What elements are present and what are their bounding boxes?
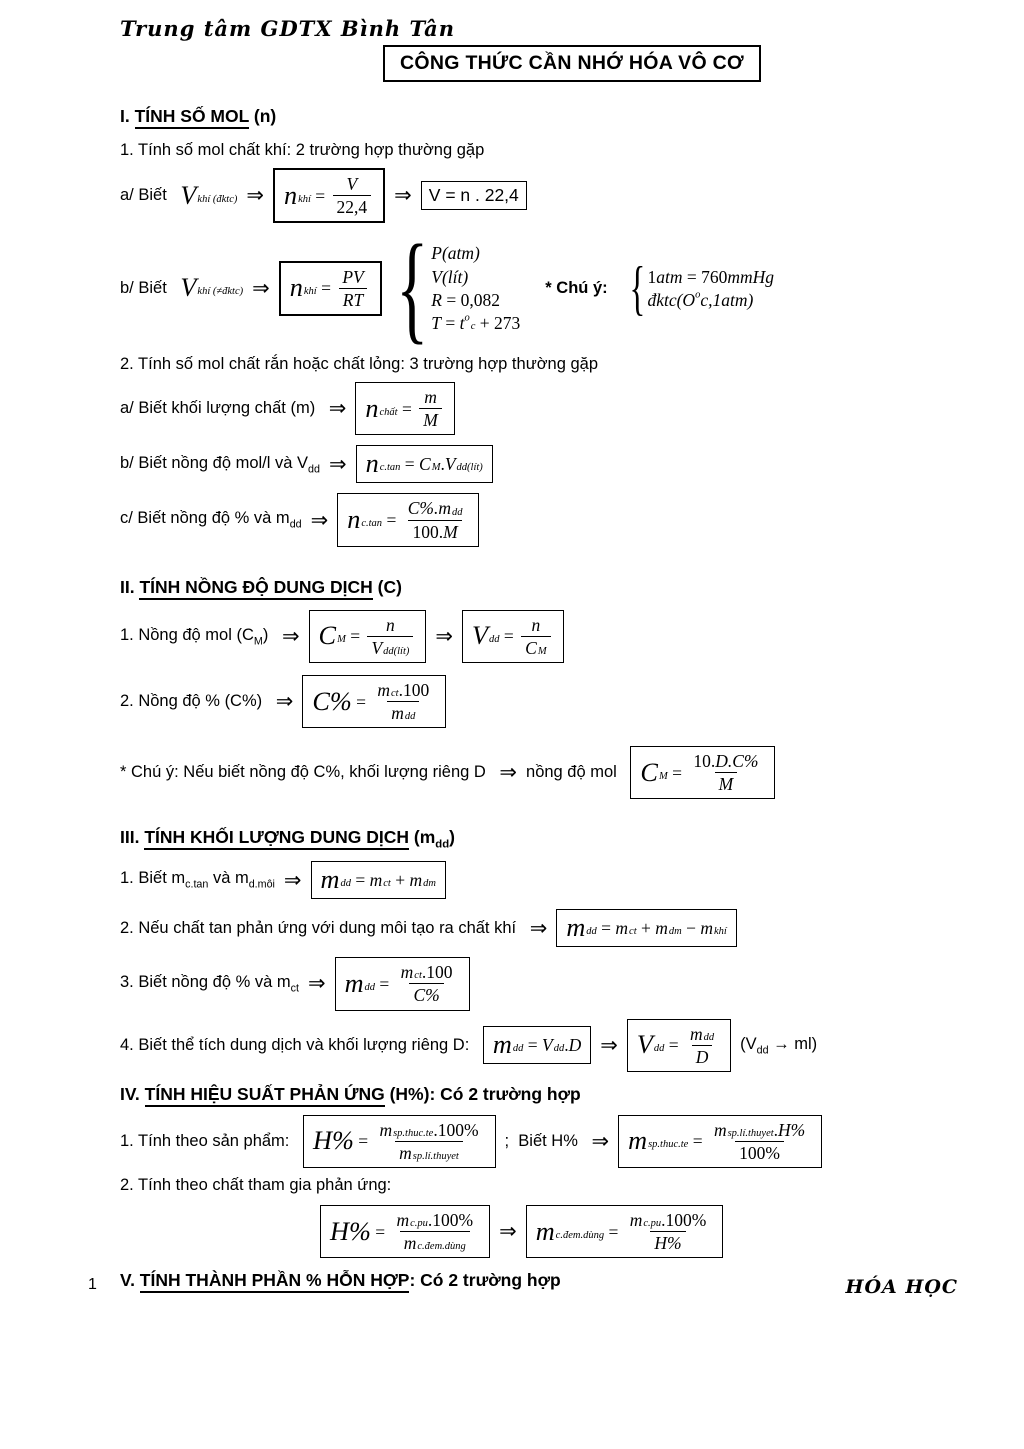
var-t-kelvin: T = t o c + 273 [431,312,521,333]
solid-b-label [120,454,320,475]
var-v-lit: V(lít) [431,266,469,287]
yield1-label: 1. Tính theo sản phẩm: [120,1131,294,1150]
implies-arrow-icon: ⇒ [310,508,329,532]
gas-intro-text: 1. Tính số mol chất khí: 2 trường hợp thường gặp [120,141,485,159]
implies-arrow-icon: ⇒ [252,276,270,300]
section-3-heading [120,827,966,851]
row-yield-2-formulas [320,1205,966,1258]
row-molarity [120,610,966,663]
formula-mdd-sum: m dd = m ct + m dm [311,861,446,899]
implies-arrow-icon: ⇒ [591,1129,610,1153]
section-2-title: TÍNH NỒNG ĐỘ DUNG DỊCH [139,577,372,600]
molarity-post: ) [262,625,273,644]
formula-h-product: H% = m sp.thuc.te .100% m sp.lí.thuyet [303,1115,496,1168]
page-title: CÔNG THỨC CẦN NHỚ HÓA VÔ CƠ [383,45,761,82]
section-2-heading [120,577,966,598]
formula-mdd-minus-gas: m dd = m ct + m dm − m khí [556,909,737,947]
note-label: * Chú ý: [545,278,608,297]
row-solid-case-b [120,445,966,483]
solid-intro-text: 2. Tính số mol chất rắn hoặc chất lỏng: 3 trường hợp thường gặp [120,355,599,374]
formula-v-n-cm: V dd = n C M [462,610,564,663]
formula-cpct: C% = m ct .100 m dd [302,675,446,728]
row-gas-intro [120,141,966,160]
row-density-note [120,746,966,799]
row-solid-case-a [120,382,966,435]
section-1-number: I. [120,106,135,126]
section-3-number: III. [120,827,145,848]
row-mdd-2 [120,909,966,947]
note-atm-mmhg: 1 atm = 760 mmHg [647,266,774,287]
subject-name: HÓA HỌC [845,1276,958,1298]
var-p-atm: P(atm) [431,243,480,264]
mdd1-label [120,869,275,890]
section-3-suffix-pre: (m [409,827,436,848]
section-2-suffix: (C) [372,576,402,597]
formula-cm-n-v: C M = n V dd(lít) [309,610,427,663]
formula-mdd-mct100: m dd = m ct .100 C% [335,957,470,1010]
implies-arrow-icon: ⇒ [529,916,548,940]
formula-h-reactant: H% = m c.pu .100% m c.đem.dùng [320,1205,490,1258]
molarity-pre: 1. Nồng độ mol (C [120,625,254,644]
molarity-label [120,626,273,647]
section-5-suffix: : Có 2 trường hợp [409,1270,561,1291]
row-mdd-1 [120,861,966,899]
page-number: 1 [88,1276,97,1293]
implies-arrow-icon: ⇒ [499,1220,517,1244]
mdd4-tail-post: → ml) [768,1034,818,1053]
implies-arrow-icon: ⇒ [328,452,347,476]
volume-stp-symbol: V khí (đktc) [180,180,238,210]
solid-c-pre: c/ Biết nồng độ % và m [120,509,290,528]
formula-mdemdung: m c.đem.dùng = m c.pu .100% H% [526,1205,724,1258]
mdd3-sub: ct [290,982,299,995]
formula-n-pv-rt: n khí = $\frac{PV}{RT}$ [279,261,382,316]
formula-mdd-vd: m dd = V dd . D [483,1026,591,1064]
curly-brace-icon: { [395,220,429,356]
mdd4-label: 4. Biết thể tích dung dịch và khối lượng riêng D: [120,1035,474,1054]
implies-arrow-icon: ⇒ [246,184,264,208]
case-b-label: b/ Biết [120,278,172,297]
mdd1-mid: và m [208,869,249,888]
section-1-suffix: (n) [249,106,277,126]
formula-cm-10dc: C M = 10. D.C% M [630,746,775,799]
row-percent [120,675,966,728]
note-lines [647,267,774,310]
var-r-value: R = 0,082 [431,289,500,310]
section-1-title: TÍNH SỐ MOL [135,106,249,129]
case-a-label: a/ Biết [120,186,172,205]
page-footer [88,1276,958,1298]
mdd1-sub1: c.tan [185,878,209,891]
implies-arrow-icon: ⇒ [394,184,412,208]
implies-arrow-icon: ⇒ [499,761,518,785]
section-4-heading [120,1084,966,1105]
mdd4-tail-sub: dd [756,1043,769,1056]
school-name: Trung tâm GDTX Bình Tân [120,16,455,41]
mdd3-label [120,973,299,994]
section-4-title: TÍNH HIỆU SUẤT PHẢN ỨNG [145,1084,385,1107]
mdd1-sub2: d.môi [248,878,275,891]
row-yield-2-label [120,1176,966,1195]
formula-n-cpct-mdd: n c.tan = C%.m dd 100. M [337,493,479,546]
yield2-label: 2. Tính theo chất tham gia phản ứng: [120,1176,392,1195]
yield1-mid: ; Biết H% [504,1131,583,1150]
row-solid-intro [120,355,966,374]
gas-variables-group [391,220,521,356]
implies-arrow-icon: ⇒ [328,397,347,421]
solid-c-sub: dd [289,518,302,531]
implies-arrow-icon: ⇒ [600,1033,618,1057]
section-4-number: IV. [120,1083,145,1104]
formula-msp-thucte: m sp.thuc.te = m sp.lí.thuyet . H% 100% [618,1115,822,1168]
row-gas-case-a [120,168,966,223]
mdd3-pre: 3. Biết nồng độ % và m [120,973,291,992]
section-2-number: II. [120,576,140,597]
mdd4-tail [740,1035,817,1056]
solid-b-pre: b/ Biết nồng độ mol/l và V [120,453,309,472]
row-solid-case-c [120,493,966,546]
section-3-suffix-sub: dd [435,838,450,851]
implies-arrow-icon: ⇒ [275,690,294,714]
formula-vdd-m-d: V dd = m dd D [627,1019,731,1072]
mdd1-pre: 1. Biết m [120,869,186,888]
row-mdd-4 [120,1019,966,1072]
row-gas-case-b [120,220,966,356]
title-wrap [120,45,966,82]
volume-nonstp-symbol: V khí (≠đktc) [180,273,244,303]
section-1-heading [120,106,966,127]
solid-c-label [120,509,302,530]
section-3-suffix-post: ) [449,827,455,848]
row-yield-1 [120,1115,966,1168]
section-3-title: TÍNH KHỐI LƯỢNG DUNG DỊCH [144,827,409,850]
curly-brace-icon: { [629,255,645,322]
implies-arrow-icon: ⇒ [435,624,453,648]
implies-arrow-icon: ⇒ [281,624,300,648]
row-mdd-3 [120,957,966,1010]
density-note-mid: nồng độ mol [526,763,622,782]
section-4-suffix: (H%): Có 2 trường hợp [384,1083,581,1104]
section-3-suffix [409,827,455,851]
mdd2-label: 2. Nếu chất tan phản ứng với dung môi tạo ra chất khí [120,918,521,937]
gas-variables-lines [431,243,520,333]
formula-n-v-224: n khí = $\frac{V}{22,4}$ [273,168,385,223]
note-group [627,255,774,322]
percent-label: 2. Nồng độ % (C%) [120,692,267,711]
formula-v-n-224: V = n . 22,4 [421,181,527,210]
section-5-title: TÍNH THÀNH PHẦN % HỖN HỢP [140,1270,410,1293]
solid-b-sub: dd [308,463,320,476]
section-5-number: V. [120,1270,140,1291]
density-note-pre: * Chú ý: Nếu biết nồng độ C%, khối lượng riêng D [120,763,491,782]
formula-n-m-M: n chất = $\frac{m}{M}$ [355,382,454,435]
solid-a-label: a/ Biết khối lượng chất (m) [120,399,320,418]
formula-n-cm-v: n c.tan = C M . V dd(lít) [356,445,493,483]
molarity-sub: M [253,635,263,647]
note-dktc: đktc(O o c,1atm) [647,288,754,310]
mdd4-tail-pre: (V [740,1034,757,1053]
implies-arrow-icon: ⇒ [283,868,302,892]
implies-arrow-icon: ⇒ [307,972,326,996]
